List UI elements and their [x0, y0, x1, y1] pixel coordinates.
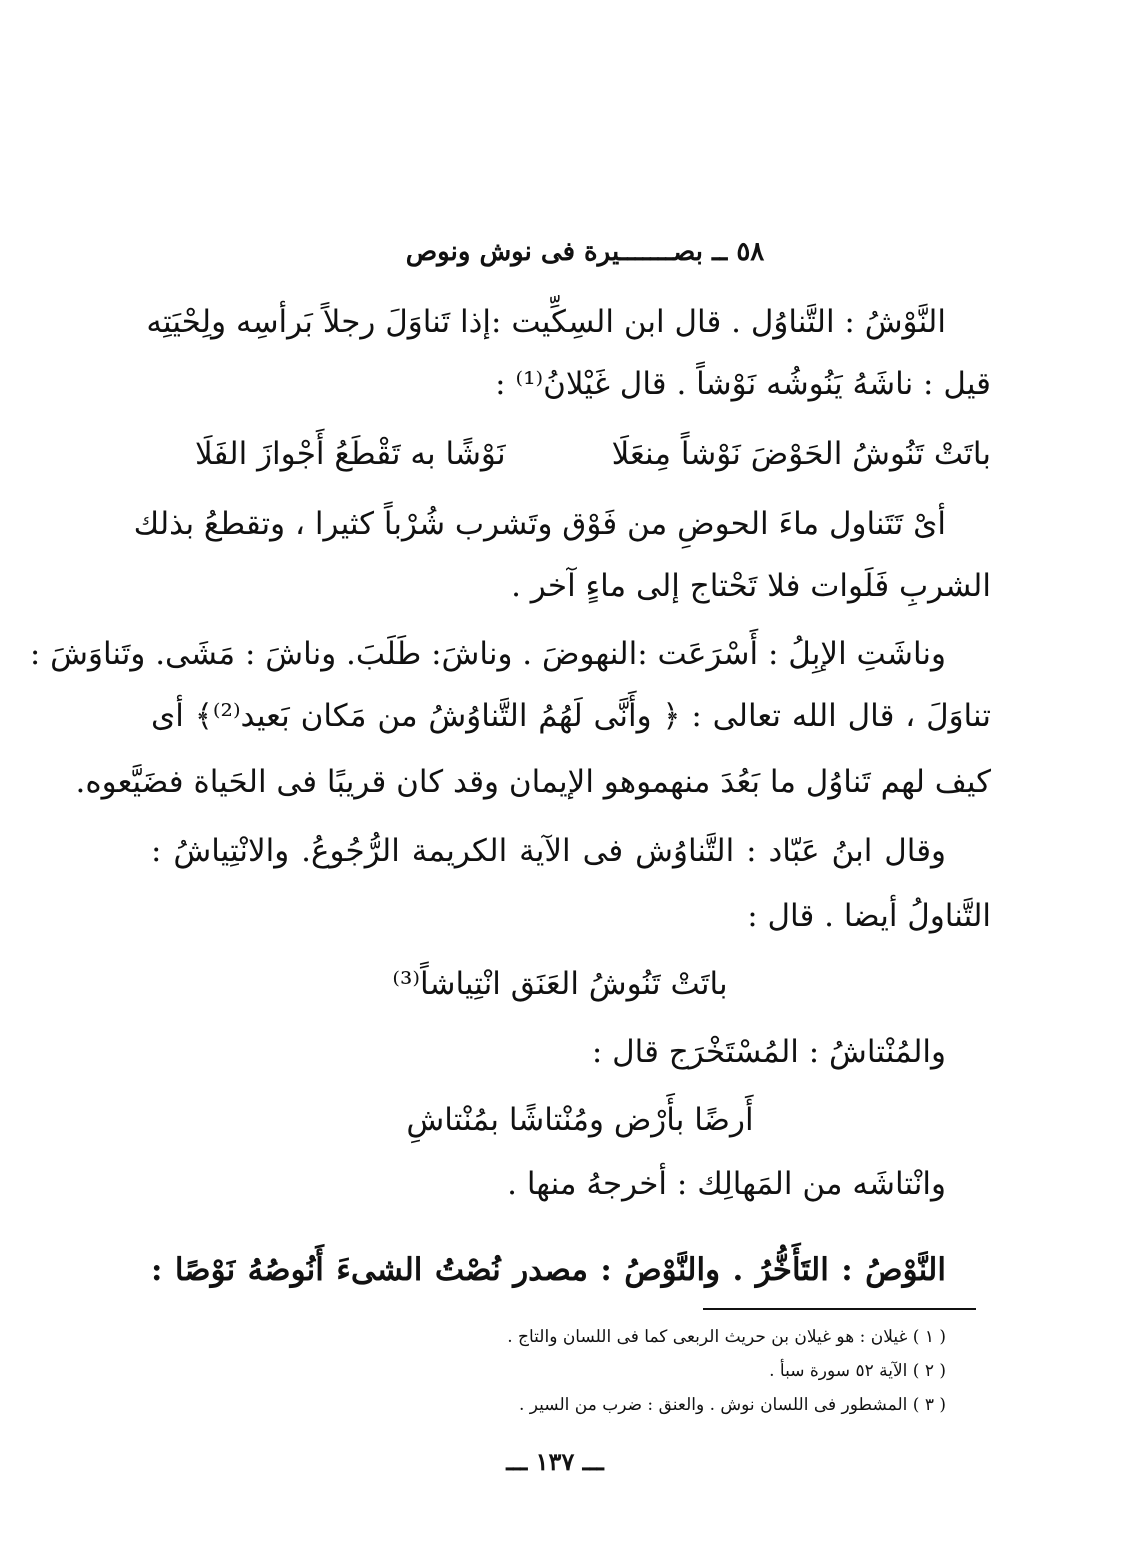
text-line: التَّناولُ أيضا . قال :	[747, 898, 991, 934]
running-head: ٥٨ ــ بصـــــــيرة فى نوش ونوص	[405, 237, 765, 267]
verse-hemistich-first: باتَتْ تَنُوشُ الحَوْضَ نَوْشاً مِنعَلَا	[611, 436, 991, 472]
text-line: كيف لهم تَناوُل ما بَعُدَ منهموهو الإيمان وقد كان قريبًا فى الحَياة فضَيَّعوه.	[75, 764, 991, 800]
text-line: أىْ تَتَناول ماءَ الحوضِ من فَوْق وتَشرب شُرْباً كثيرا ، وتقطعُ بذلك	[133, 506, 946, 542]
footnote: ( ٣ ) المشطور فى اللسان نوش . والعنق : ضرب من السير .	[518, 1395, 946, 1415]
footnote-rule	[703, 1308, 976, 1310]
verse-line: أَرضًا بأَرْض ومُنْتاشًا بمُنْتاشِ	[406, 1102, 754, 1138]
entry-heading-line: النَّوْصُ : التَأَخُّرُ . والنَّوْصُ : مصدر نُصْتُ الشىءَ أَنُوصُهُ نَوْصًا :	[151, 1252, 946, 1288]
text-line: وناشَتِ الإبِلُ : أَسْرَعَت :النهوضَ . وناشَ: طَلَبَ. وناشَ : مَشَى. وتَناوَشَ :	[29, 636, 946, 672]
text-line: وقال ابنُ عَبّاد : التَّناوُش فى الآية الكريمة الرُّجُوعُ. والانْتِياشُ :	[151, 833, 946, 869]
page-number: ـــ ١٣٧ ـــ	[506, 1447, 604, 1476]
text-line: تناوَلَ ، قال الله تعالى : ﴿ وأَنَّى لَهُمُ التَّناوُشُ من مَكان بَعيد⁽²⁾﴾ أى	[151, 698, 991, 734]
text-line: والمُنْتاشُ : المُسْتَخْرَج قال :	[591, 1034, 946, 1070]
text-line: الشربِ فَلَوات فلا تَحْتاج إلى ماءٍ آخر .	[511, 568, 991, 604]
verse-line: باتَتْ تَنُوشُ العَنَق انْتِياشاً⁽³⁾	[392, 966, 728, 1002]
text-line: النَّوْشُ : التَّناوُل . قال ابن السِكِّيت :إذا تَناوَلَ رجلاً بَرأسِه ولِحْيَتِه	[146, 304, 946, 340]
footnote: ( ٢ ) الآية ٥٢ سورة سبأ .	[769, 1361, 946, 1381]
verse-hemistich-second: نَوْشًا به تَقْطَعُ أَجْوازَ الفَلَا	[195, 436, 506, 472]
footnote: ( ١ ) غيلان : هو غيلان بن حريث الربعى كما فى اللسان والتاج .	[507, 1327, 946, 1347]
text-line: قيل : ناشَهُ يَنُوشُه نَوْشاً . قال غَيْلانُ⁽¹⁾ :	[495, 366, 991, 402]
text-line: وانْتاشَه من المَهالِك : أخرجهُ منها .	[507, 1166, 946, 1202]
